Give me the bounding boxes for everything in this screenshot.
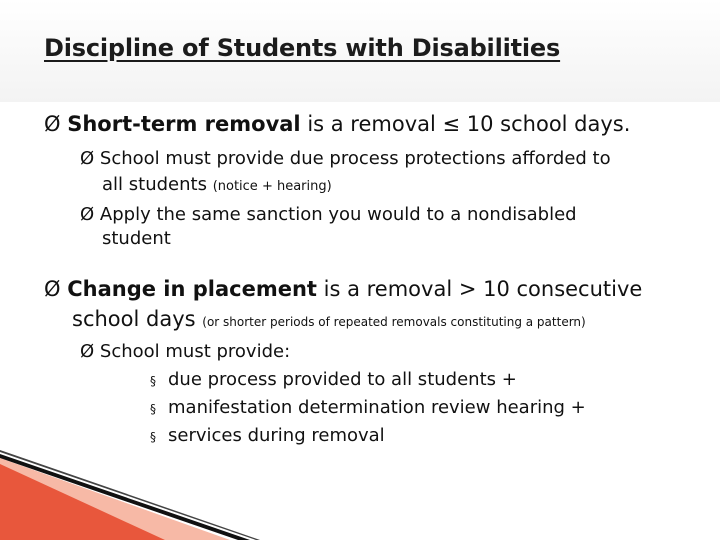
arrow-bullet-icon: Ø <box>44 112 61 136</box>
due-process-text-cont: all students <box>102 174 207 195</box>
sub-point-same-sanction-cont <box>102 228 171 249</box>
square-bullet-icon: § <box>150 374 156 388</box>
arrow-bullet-icon: Ø <box>80 204 95 225</box>
provide-item <box>150 397 586 418</box>
square-bullet-icon: § <box>150 402 156 416</box>
point-change-placement <box>44 277 642 301</box>
provide-item <box>150 425 385 446</box>
bottom-swoosh-decoration <box>0 450 720 540</box>
change-placement-term: Change in placement <box>67 277 317 301</box>
change-placement-definition: is a removal > 10 consecutive <box>316 277 643 301</box>
same-sanction-text-cont: student <box>102 228 171 249</box>
due-process-text: School must provide due process protections afforded to <box>99 148 611 169</box>
pattern-note: (or shorter periods of repeated removals constituting a pattern) <box>202 315 586 329</box>
provide-item-text: due process provided to all students + <box>168 369 517 390</box>
provide-item <box>150 369 517 390</box>
short-term-term: Short-term removal <box>67 112 301 136</box>
same-sanction-text: Apply the same sanction you would to a nondisabled <box>99 204 577 225</box>
arrow-bullet-icon: Ø <box>80 341 95 362</box>
school-days-text: school days <box>72 307 196 331</box>
point-short-term <box>44 112 630 136</box>
provide-item-text: manifestation determination review hearing + <box>168 397 586 418</box>
sub-point-due-process <box>80 148 611 169</box>
arrow-bullet-icon: Ø <box>44 277 61 301</box>
provide-item-text: services during removal <box>168 425 385 446</box>
point-change-placement-cont <box>72 307 586 331</box>
arrow-bullet-icon: Ø <box>80 148 95 169</box>
square-bullet-icon: § <box>150 430 156 444</box>
notice-hearing-note: (notice + hearing) <box>212 179 332 194</box>
short-term-definition: is a removal ≤ 10 school days. <box>300 112 631 136</box>
sub-point-same-sanction <box>80 204 577 225</box>
sub-point-must-provide <box>80 341 290 362</box>
slide-title: Discipline of Students with Disabilities <box>44 34 561 62</box>
must-provide-text: School must provide: <box>99 341 291 362</box>
sub-point-due-process-cont <box>102 174 332 195</box>
